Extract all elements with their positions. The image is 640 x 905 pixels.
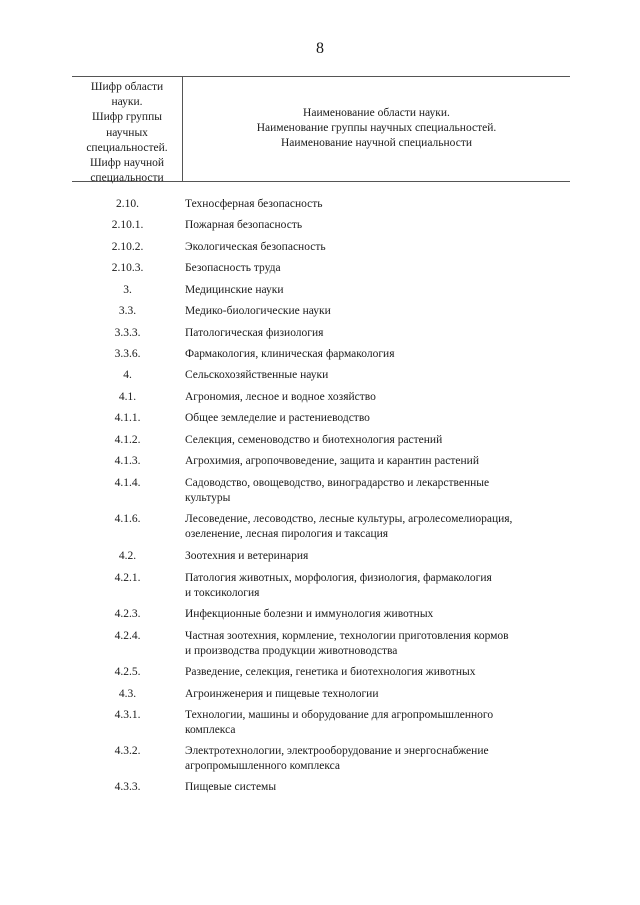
specialty-code: 4.1.4.	[114, 477, 141, 489]
specialty-code: 4.2.4.	[114, 630, 141, 642]
specialty-name: Технологии, машины и оборудование для агропромышленного комплекса	[185, 709, 494, 736]
specialty-name: Медицинские науки	[185, 284, 284, 296]
header-name-line: Наименование группы научных специальностей.	[256, 122, 497, 135]
specialty-code: 3.3.6.	[114, 348, 141, 360]
specialty-name: Безопасность труда	[185, 262, 281, 274]
specialty-name: Агрохимия, агропочвоведение, защита и карантин растений	[185, 455, 479, 467]
header-code-line: специальности	[90, 172, 164, 185]
header-name-line: Наименование области науки.	[303, 107, 450, 119]
specialty-code: 4.1.	[118, 391, 137, 403]
specialty-name: Сельскохозяйственные науки	[185, 369, 329, 381]
specialty-name: Пищевые системы	[185, 781, 277, 793]
specialty-code: 4.2.3.	[114, 608, 141, 620]
specialty-name: Зоотехния и ветеринария	[185, 550, 309, 562]
header-name-column	[183, 77, 570, 181]
header-code-line: научных	[106, 126, 148, 139]
specialty-name: Селекция, семеноводство и биотехнология растений	[185, 434, 443, 446]
specialty-code: 4.1.1.	[114, 412, 141, 424]
header-code-line: специальностей.	[86, 141, 168, 154]
specialty-name: Общее земледелие и растениеводство	[185, 412, 370, 424]
specialty-name: Инфекционные болезни и иммунология животных	[185, 608, 434, 620]
header-code-line: Шифр группы	[92, 111, 162, 124]
specialty-code: 4.1.6.	[114, 513, 141, 525]
specialty-name: Патология животных, морфология, физиология, фармакология и токсикология	[185, 572, 492, 599]
header-code-line: Шифр научной	[89, 157, 165, 170]
specialty-code: 2.10.3.	[111, 262, 144, 274]
specialty-name: Экологическая безопасность	[185, 241, 326, 253]
specialty-name: Фармакология, клиническая фармакология	[185, 348, 395, 360]
specialty-code: 4.1.2.	[114, 434, 141, 446]
specialty-code: 4.3.2.	[114, 745, 141, 757]
header-code-column	[72, 77, 183, 185]
specialty-code: 4.1.3.	[114, 455, 141, 467]
specialty-code: 2.10.1.	[111, 219, 144, 231]
specialty-code: 3.3.3.	[114, 327, 141, 339]
table-header	[72, 76, 570, 185]
specialty-code: 4.3.1.	[114, 709, 141, 721]
specialty-name: Лесоведение, лесоводство, лесные культуры, агролесомелиорация, озеленение, лесная пирология и таксация	[185, 513, 513, 540]
header-code-line: Шифр области	[90, 81, 164, 93]
header-name-line: Наименование научной специальности	[281, 137, 472, 150]
specialty-name: Частная зоотехния, кормление, технологии приготовления кормов и производства продукции животноводства	[185, 630, 509, 657]
specialty-name: Пожарная безопасность	[185, 219, 303, 231]
specialty-code: 3.3.	[118, 305, 137, 317]
specialty-code: 4.3.	[118, 688, 137, 700]
specialty-code: 4.2.	[118, 550, 137, 562]
specialty-code: 2.10.	[116, 198, 139, 210]
header-code-line: науки.	[111, 96, 143, 109]
specialty-code: 4.2.1.	[114, 572, 141, 584]
specialty-name: Агрономия, лесное и водное хозяйство	[185, 391, 376, 403]
specialty-name: Патологическая физиология	[185, 327, 324, 339]
specialty-code: 3.	[123, 284, 132, 296]
specialty-name: Электротехнологии, электрооборудование и энергоснабжение агропромышленного комплекса	[185, 745, 489, 772]
page-number: 8	[316, 40, 324, 57]
specialty-name: Медико-биологические науки	[185, 305, 331, 317]
specialty-code: 2.10.2.	[111, 241, 144, 253]
specialty-code: 4.	[123, 369, 132, 381]
specialty-name: Разведение, селекция, генетика и биотехнология животных	[185, 666, 476, 678]
specialty-code: 4.3.3.	[114, 781, 141, 793]
specialty-name: Садоводство, овощеводство, виноградарство и лекарственные культуры	[185, 477, 490, 504]
specialty-code: 4.2.5.	[114, 666, 141, 678]
specialty-name: Агроинженерия и пищевые технологии	[185, 688, 379, 700]
specialty-name: Техносферная безопасность	[185, 198, 323, 210]
